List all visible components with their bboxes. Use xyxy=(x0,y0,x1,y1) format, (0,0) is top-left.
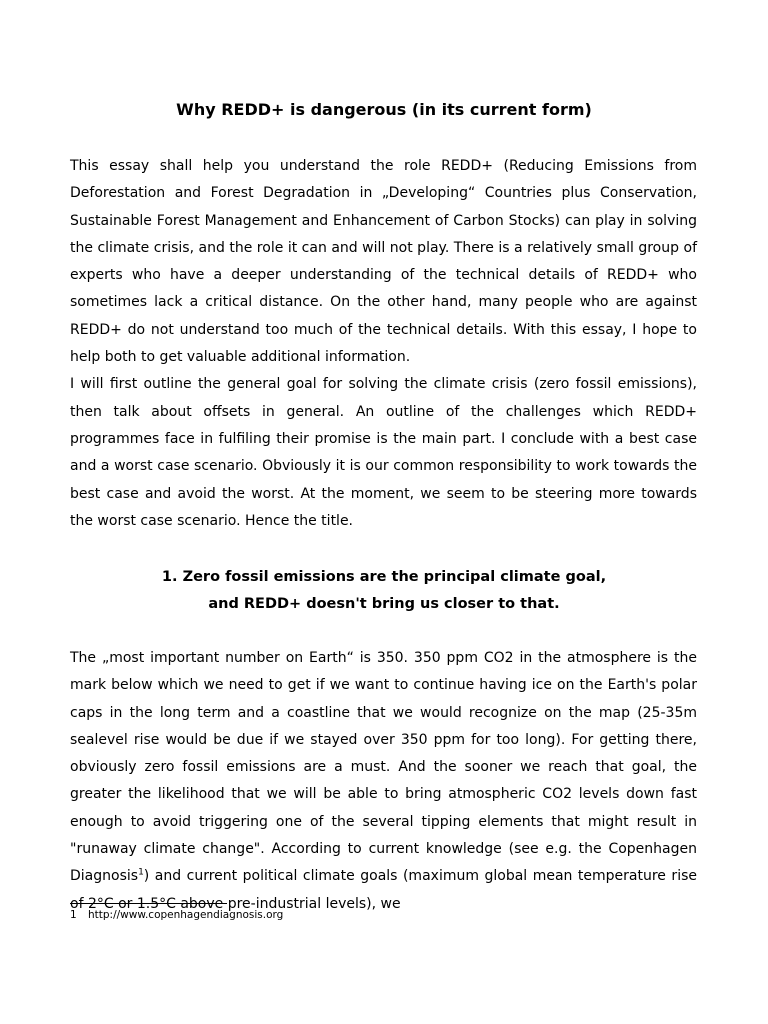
section-1-heading-line-1: 1. Zero fossil emissions are the principal climate goal, xyxy=(161,569,607,585)
section-1-heading xyxy=(0,564,768,618)
section-1-heading-line-2: and REDD+ doesn't bring us closer to that. xyxy=(208,596,560,612)
footnote-ref-marker[interactable]: 1 xyxy=(138,867,144,878)
section-1-text-after-ref: ) and current political climate goals (maximum global mean temperature rise of 2°C or 1.5°C above pre-industrial levels), we xyxy=(70,868,697,912)
intro-paragraph-1: This essay shall help you understand the role REDD+ (Reducing Emissions from Deforestation and Forest Degradation in „Developing“ Countries plus Conservation, Sustainable Forest Management and Enhancement of Carbon Stocks) can play in solving the climate crisis, and the role it can and will not play. There is a relatively small group of experts who have a deeper understanding of the technical details of REDD+ who sometimes lack a critical distance. On the other hand, many people who are against REDD+ do not understand too much of the technical details. With this essay, I hope to help both to get valuable additional information. xyxy=(70,158,697,366)
intro-paragraph-2: I will first outline the general goal for solving the climate crisis (zero fossil emissions), then talk about offsets in general. An outline of the challenges which REDD+ programmes face in fulfiling their promise is the main part. I conclude with a best case and a worst case scenario. Obviously it is our common responsibility to work towards the best case and avoid the worst. At the moment, we seem to be steering more towards the worst case scenario. Hence the title. xyxy=(70,376,697,529)
footnote xyxy=(70,907,283,923)
section-1-body xyxy=(70,645,697,918)
footnote-divider xyxy=(70,903,227,904)
section-1-paragraph xyxy=(70,645,697,918)
document-title: Why REDD+ is dangerous (in its current form) xyxy=(176,100,592,119)
intro-section xyxy=(70,153,697,535)
footnote-number: 1 xyxy=(70,909,77,921)
section-1-text-before-ref: The „most important number on Earth“ is 350. 350 ppm CO2 in the atmosphere is the mark below which we need to get if we want to continue having ice on the Earth's polar caps in the long term and a coastline that we would recognize on the map (25-35m sealevel rise would be due if we stayed over 350 ppm for too long). For getting there, obviously zero fossil emissions are a must. And the sooner we reach that goal, the greater the likelihood that we will be able to bring atmospheric CO2 levels down fast enough to avoid triggering one of the several tipping elements that might result in "runaway climate change". According to current knowledge (see e.g. the Copenhagen Diagnosis xyxy=(70,650,697,885)
footnote-link[interactable]: http://www.copenhagendiagnosis.org xyxy=(88,909,284,921)
